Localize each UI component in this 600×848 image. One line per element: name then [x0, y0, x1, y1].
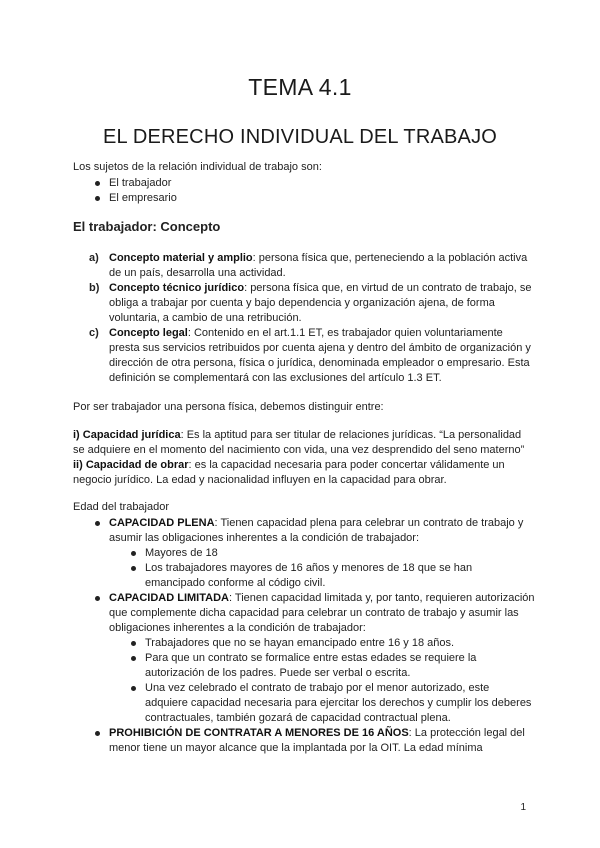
- concept-definition: : Contenido en el art.1.1 ET, es trabajador quien voluntariamente presta sus servicios retribuidos por cuenta ajena y dentro del ámbito de organización y dirección de otra persona, física o jurídica, denominada empleador o empresario. Esta definición se complementará con las exclusiones del artículo 1.3 ET.: [109, 327, 531, 384]
- concept-definition: : persona física que, en virtud de un contrato de trabajo, se obliga a trabajar por cuenta y bajo dependencia y organización ajena, de forma voluntaria, a cambio de una retribución.: [109, 282, 532, 324]
- capacity-term: ii) Capacidad de obrar: [73, 459, 189, 471]
- list-item-capacidad-plena: [109, 516, 535, 591]
- age-definition: : Tienen capacidad limitada y, por tanto, requieren autorización que complemente dicha capacidad para celebrar un contrato de trabajo y asumir las obligaciones inherentes a la condición de trabajador:: [109, 592, 535, 634]
- capacity-juridica: [73, 428, 535, 458]
- list-item: Una vez celebrado el contrato de trabajo por el menor autorizado, este adquiere capacidad necesaria para ejercitar los derechos y cumplir los deberes contractuales, también gozará de capacidad contractual plena.: [145, 681, 535, 726]
- capacity-definitions: [73, 428, 535, 488]
- age-term: CAPACIDAD PLENA: [109, 517, 215, 529]
- age-term: CAPACIDAD LIMITADA: [109, 592, 229, 604]
- list-item-prohibicion: [109, 726, 535, 756]
- capacity-obrar: [73, 458, 535, 488]
- sub-list: [109, 546, 535, 591]
- concept-term: Concepto legal: [109, 327, 188, 339]
- list-item-capacidad-limitada: [109, 591, 535, 726]
- subjects-list: [109, 176, 177, 206]
- list-marker: a): [89, 252, 99, 264]
- page-title: TEMA 4.1: [248, 74, 352, 100]
- list-item: Los trabajadores mayores de 16 años y menores de 18 que se han emancipado conforme al código civil.: [145, 561, 535, 591]
- concept-item-a: [89, 251, 534, 281]
- concept-item-b: [89, 281, 534, 326]
- concept-definition: : persona física que, perteneciendo a la población activa de un país, desarrolla una actividad.: [109, 252, 528, 279]
- concept-term: Concepto técnico jurídico: [109, 282, 245, 294]
- list-item: Para que un contrato se formalice entre estas edades se requiere la autorización de los padres. Puede ser verbal o escrita.: [145, 651, 535, 681]
- list-item: Mayores de 18: [145, 546, 535, 561]
- age-definition: : La protección legal del menor tiene un mayor alcance que la implantada por la OIT. La edad mínima: [109, 727, 525, 754]
- age-term: PROHIBICIÓN DE CONTRATAR A MENORES DE 16 AÑOS: [109, 727, 409, 739]
- distinguish-paragraph: Por ser trabajador una persona física, debemos distinguir entre:: [73, 401, 384, 413]
- intro-paragraph: Los sujetos de la relación individual de trabajo son:: [73, 161, 322, 173]
- list-marker: b): [89, 282, 100, 294]
- capacity-term: i) Capacidad jurídica: [73, 429, 181, 441]
- list-item: El empresario: [109, 192, 177, 204]
- section-heading-worker-concept: El trabajador: Concepto: [73, 219, 221, 234]
- concept-term: Concepto material y amplio: [109, 252, 253, 264]
- capacity-definition: : Es la aptitud para ser titular de relaciones jurídicas. “La personalidad se adquiere en el momento del nacimiento con vida, una vez desprendido del seno materno”: [73, 429, 525, 456]
- list-item: Trabajadores que no se hayan emancipado entre 16 y 18 años.: [145, 636, 535, 651]
- page-number: 1: [520, 802, 526, 813]
- list-marker: c): [89, 327, 99, 339]
- sub-list: [109, 636, 535, 726]
- page-subtitle: EL DERECHO INDIVIDUAL DEL TRABAJO: [102, 126, 498, 148]
- age-list: [109, 516, 535, 756]
- concept-item-c: [89, 326, 534, 386]
- list-item: El trabajador: [109, 176, 177, 191]
- capacity-definition: : es la capacidad necesaria para poder concertar válidamente un negocio jurídico. La edad y nacionalidad influyen en la capacidad para obrar.: [73, 459, 505, 486]
- age-heading: Edad del trabajador: [73, 501, 170, 513]
- age-definition: : Tienen capacidad plena para celebrar un contrato de trabajo y asumir las obligaciones inherentes a la condición de trabajador:: [109, 517, 524, 544]
- concept-list: [89, 251, 534, 386]
